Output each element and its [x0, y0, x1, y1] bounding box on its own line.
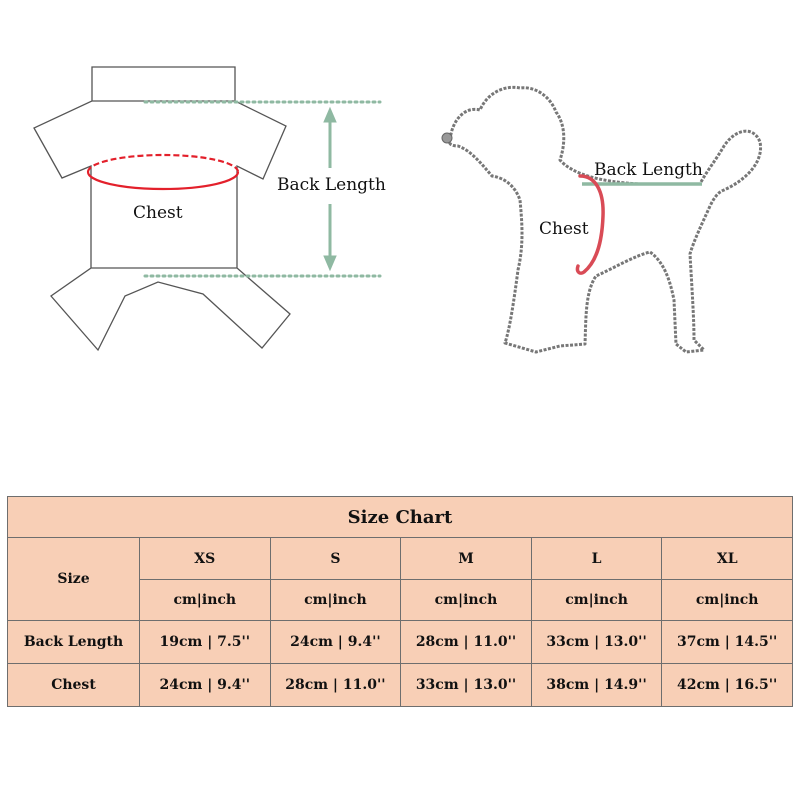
back-length-xs: 19cm | 7.5'': [140, 621, 271, 664]
size-l-header: L: [531, 538, 662, 580]
row-label-chest: Chest: [8, 664, 140, 707]
back-length-m: 28cm | 11.0'': [401, 621, 532, 664]
size-s-header: S: [270, 538, 401, 580]
unit-cell: cm|inch: [662, 580, 793, 621]
garment-chest-line-back: [88, 155, 238, 172]
unit-cell: cm|inch: [531, 580, 662, 621]
size-m-header: M: [401, 538, 532, 580]
size-xl-header: XL: [662, 538, 793, 580]
garment-back-length-label: Back Length: [277, 175, 386, 195]
chest-xs: 24cm | 9.4'': [140, 664, 271, 707]
garment-diagram: [34, 67, 386, 350]
garment-chest-label: Chest: [133, 203, 183, 223]
garment-chest-line-front: [88, 172, 238, 189]
unit-cell: cm|inch: [401, 580, 532, 621]
chest-m: 33cm | 13.0'': [401, 664, 532, 707]
unit-cell: cm|inch: [270, 580, 401, 621]
dog-outline: [449, 87, 760, 352]
back-length-s: 24cm | 9.4'': [270, 621, 401, 664]
row-label-back-length: Back Length: [8, 621, 140, 664]
unit-cell: cm|inch: [140, 580, 271, 621]
dog-chest-label: Chest: [539, 219, 589, 239]
dog-back-length-label: Back Length: [594, 160, 703, 180]
size-chart-title: Size Chart: [8, 497, 793, 538]
table-row-back-length: [8, 621, 793, 664]
back-length-l: 33cm | 13.0'': [531, 621, 662, 664]
chest-l: 38cm | 14.9'': [531, 664, 662, 707]
dog-diagram: [442, 87, 761, 352]
dog-nose: [442, 133, 452, 143]
table-row-chest: [8, 664, 793, 707]
size-header-cell: Size: [8, 538, 140, 621]
size-xs-header: XS: [140, 538, 271, 580]
chest-s: 28cm | 11.0'': [270, 664, 401, 707]
chest-xl: 42cm | 16.5'': [662, 664, 793, 707]
back-length-xl: 37cm | 14.5'': [662, 621, 793, 664]
size-chart-table: [7, 496, 793, 707]
